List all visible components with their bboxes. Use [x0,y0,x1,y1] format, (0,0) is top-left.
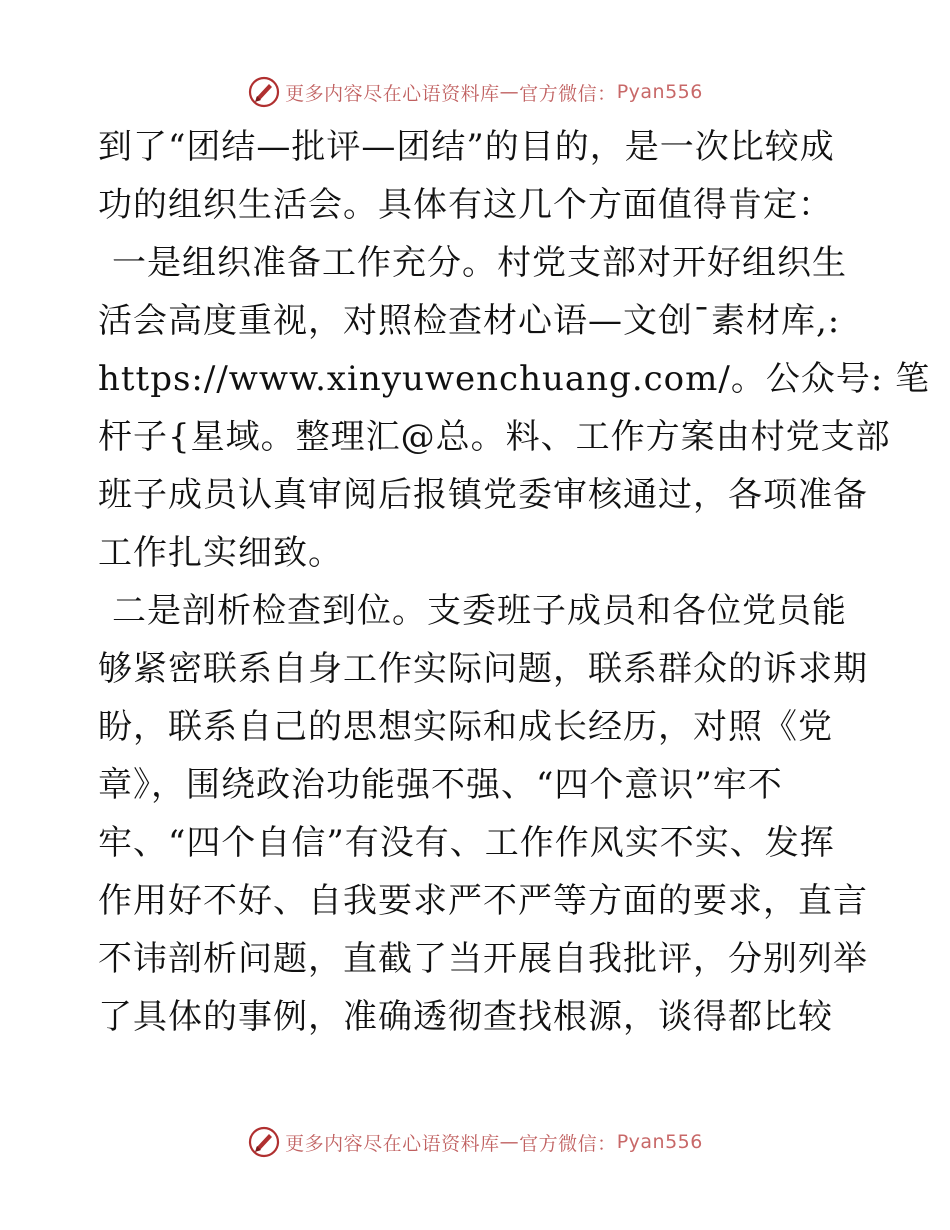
watermark-wechat-label: 官方微信： [519,82,617,105]
footer-watermark [0,1122,950,1162]
logo-icon [247,75,281,109]
text-line: 工作扎实细致。 [98,533,343,573]
watermark-wechat-label: 官方微信： [519,1132,617,1155]
text-line: 二是剖析检查到位。支委班子成员和各位党员能 [112,591,847,631]
text-line: 一是组织准备工作充分。村党支部对开好组织生 [112,243,847,283]
text-line: 到了“团结—批评—团结”的目的，是一次比较成 [98,127,835,167]
text-line: 活会高度重视，对照检查材心语—文创¯素材库,: [98,301,841,341]
logo-icon [247,1125,281,1159]
text-line: 盼，联系自己的思想实际和成长经历，对照《党 [98,707,833,747]
text-line: 班子成员认真审阅后报镇党委审核通过，各项准备 [98,475,868,515]
document-body [98,118,931,1046]
watermark-brand: 更多内容尽在心语资料库 [285,1132,500,1155]
watermark-brand: 更多内容尽在心语资料库 [285,82,500,105]
text-line: 了具体的事例，准确透彻查找根源，谈得都比较 [98,997,833,1037]
watermark-dash: — [499,1131,520,1153]
text-line: 牢、“四个自信”有没有、工作作风实不实、发挥 [98,823,835,863]
text-line: 章》，围绕政治功能强不强、“四个意识”牢不 [98,765,783,805]
header-watermark [0,72,950,112]
text-line: https://www.xinyuwenchuang.com/。公众号: 笔 [98,359,931,399]
text-line: 作用好不好、自我要求严不严等方面的要求，直言 [98,881,868,921]
text-line: 不讳剖析问题，直截了当开展自我批评，分别列举 [98,939,868,979]
watermark-dash: — [499,81,520,103]
watermark-wechat-id: Pyan556 [616,1131,703,1153]
text-line: 杆子{星域。整理汇@总。料、工作方案由村党支部 [98,417,891,457]
watermark-wechat-id: Pyan556 [616,81,703,103]
text-line: 功的组织生活会。具体有这几个方面值得肯定： [98,185,833,225]
text-line: 够紧密联系自身工作实际问题，联系群众的诉求期 [98,649,868,689]
